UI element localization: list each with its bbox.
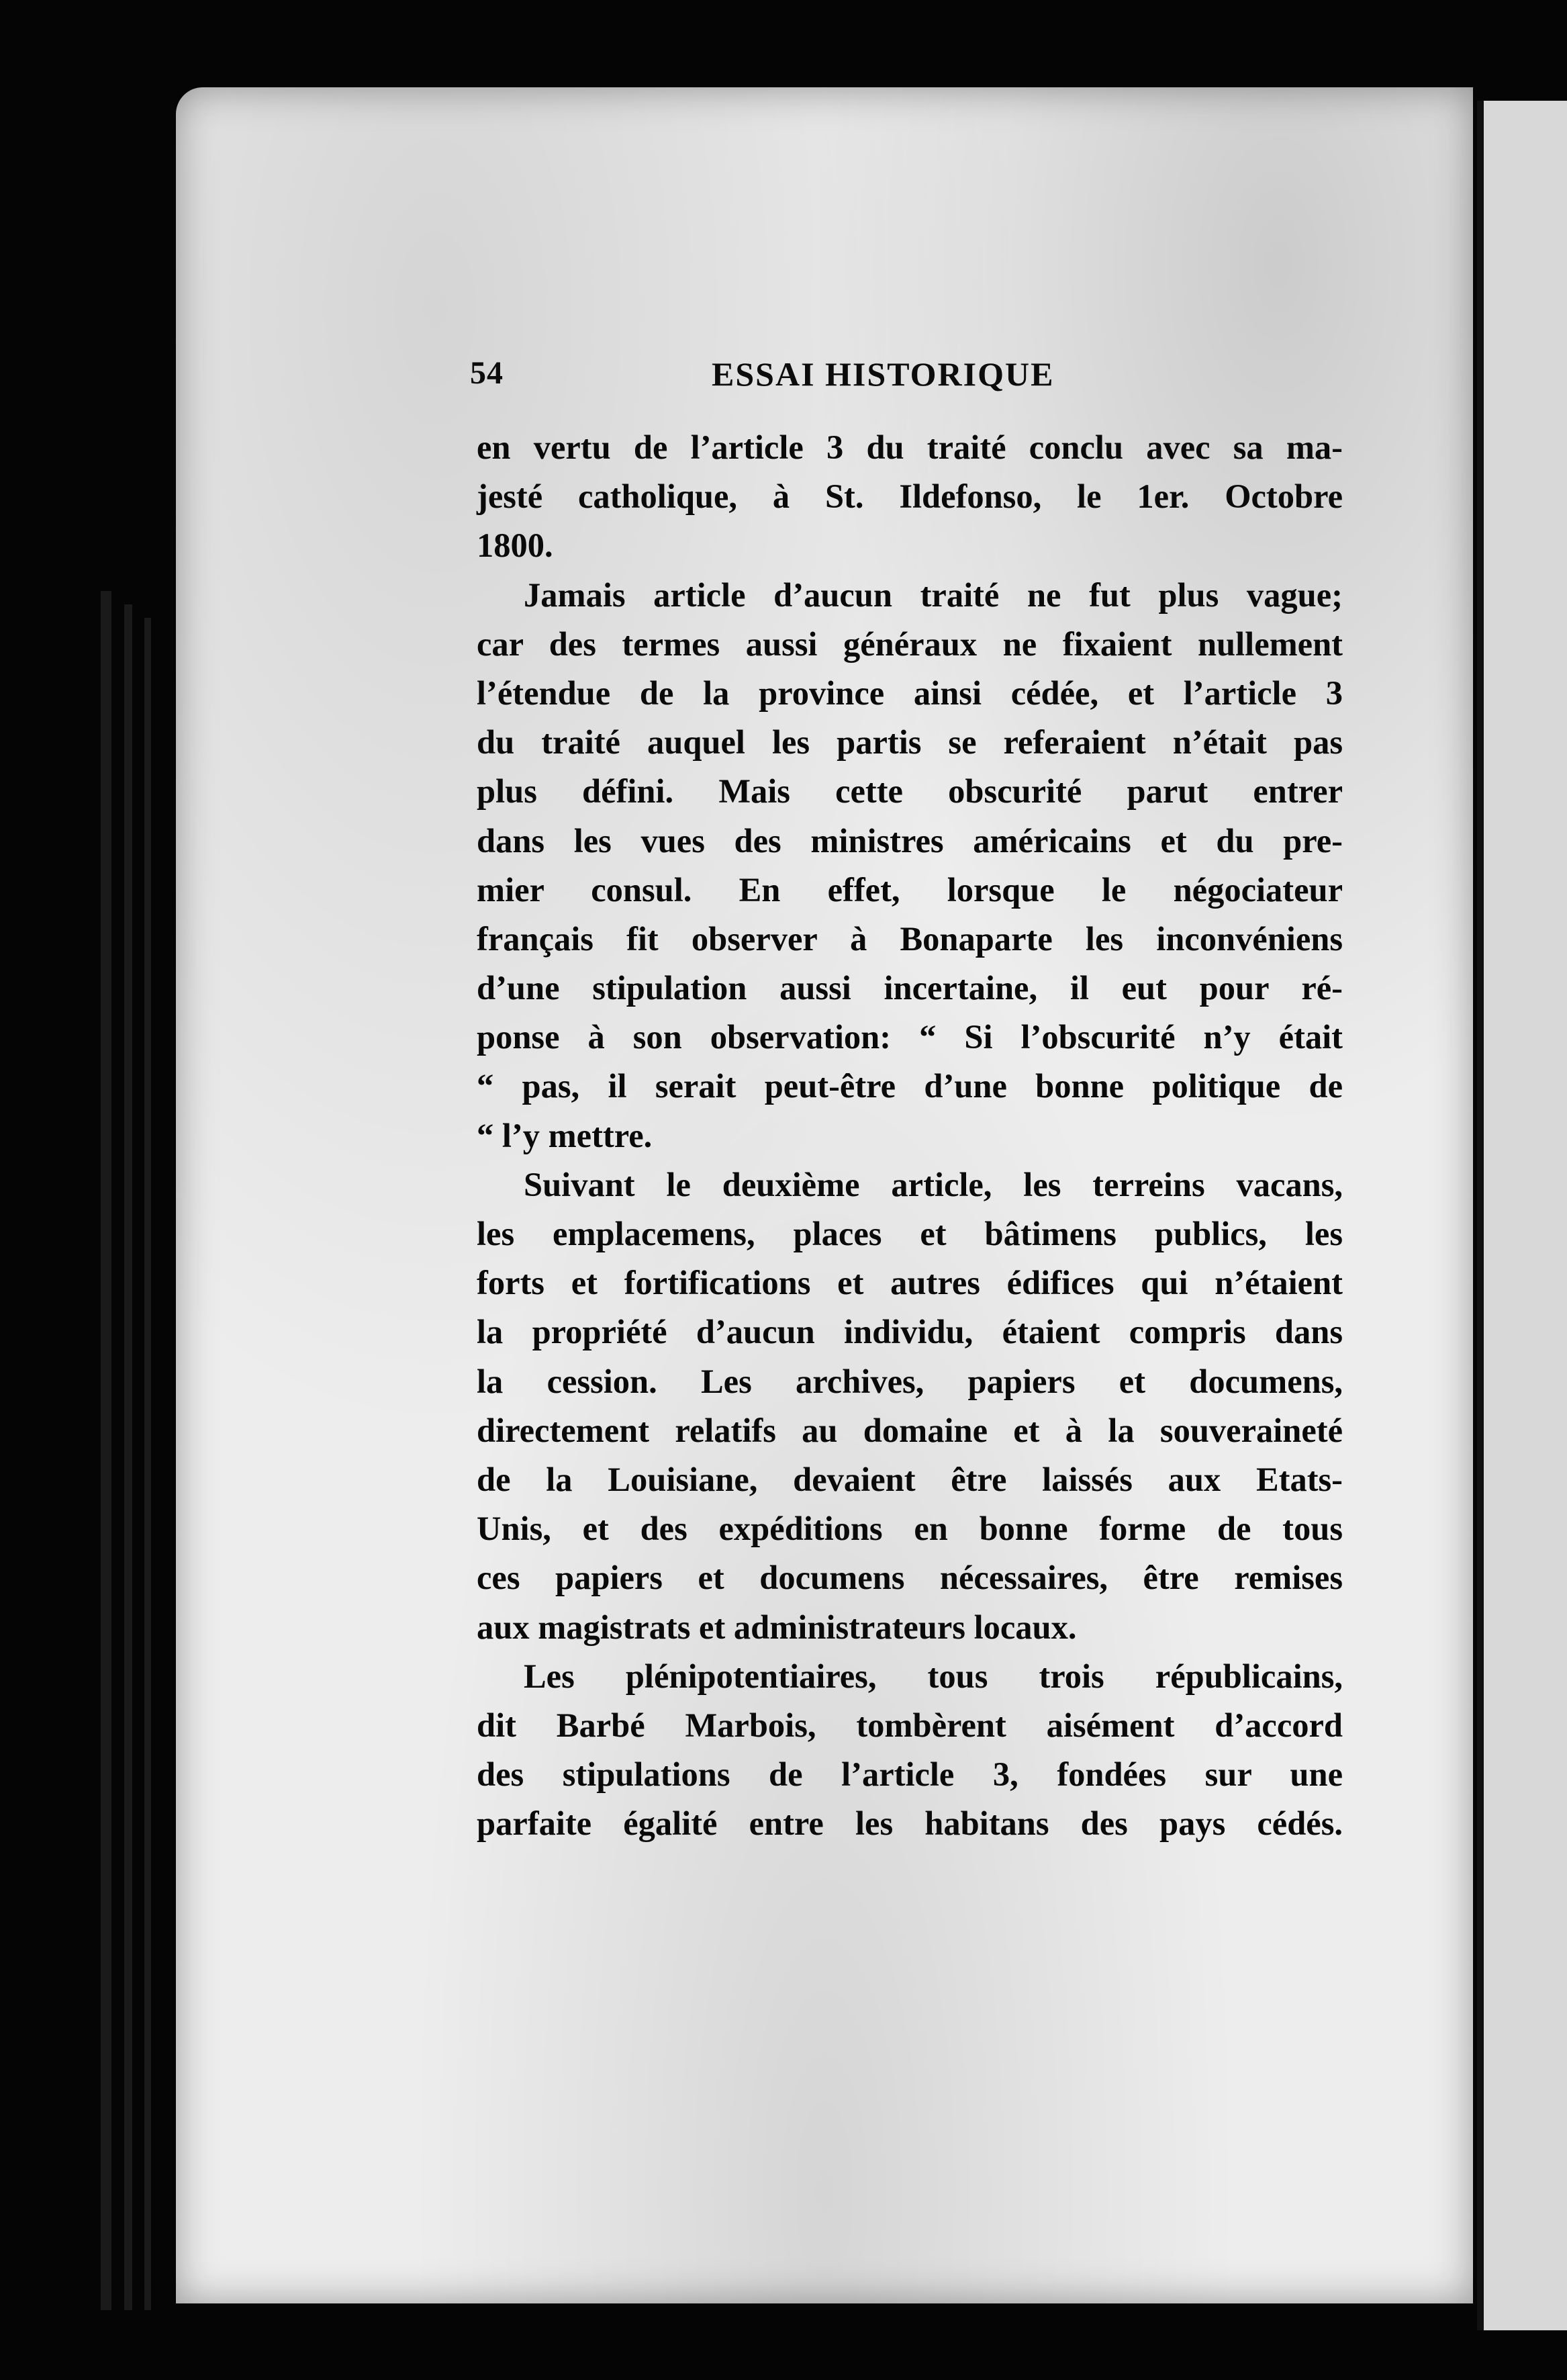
text-line: Les plénipotentiaires, tous trois républicains, <box>524 1657 1343 1695</box>
page-edge-strip <box>144 618 151 2310</box>
page-edge-strip <box>124 604 132 2310</box>
text-line: les emplacemens, places et bâtimens publics, les <box>477 1215 1343 1252</box>
text-line: dit Barbé Marbois, tombèrent aisément d’accord <box>477 1706 1343 1744</box>
text-line: forts et fortifications et autres édifices qui n’étaient <box>477 1264 1343 1302</box>
text-line: français fit observer à Bonaparte les inconvéniens <box>477 919 1343 958</box>
text-line: l’étendue de la province ainsi cédée, et l’article 3 <box>477 674 1343 712</box>
text-line: car des termes aussi généraux ne fixaient nullement <box>477 625 1343 663</box>
text-line: “ pas, il serait peut-être d’une bonne politique de <box>477 1067 1343 1105</box>
running-title: ESSAI HISTORIQUE <box>712 355 1055 393</box>
text-line: parfaite égalité entre les habitans des pays cédés. <box>477 1804 1343 1843</box>
text-line: jesté catholique, à St. Ildefonso, le 1er. Octobre <box>477 477 1343 516</box>
text-line: “ l’y mettre. <box>477 1116 653 1154</box>
text-line: de la Louisiane, devaient être laissés aux Etats- <box>477 1460 1343 1498</box>
text-line: mier consul. En effet, lorsque le négociateur <box>477 870 1343 909</box>
running-head <box>470 355 1423 395</box>
text-line: d’une stipulation aussi incertaine, il eut pour ré- <box>477 969 1343 1007</box>
text-line: en vertu de l’article 3 du traité conclu avec sa ma- <box>477 428 1343 466</box>
text-line: la propriété d’aucun individu, étaient compris dans <box>477 1313 1343 1351</box>
text-line: directement relatifs au domaine et à la souveraineté <box>477 1411 1343 1449</box>
text-line: Unis, et des expéditions en bonne forme de tous <box>477 1510 1343 1548</box>
text-line: 1800. <box>477 527 553 565</box>
facing-page-edge <box>1477 101 1567 2330</box>
text-line: Suivant le deuxième article, les terreins vacans, <box>524 1165 1343 1203</box>
text-line: plus défini. Mais cette obscurité parut entrer <box>477 772 1343 811</box>
text-line: la cession. Les archives, papiers et documens, <box>477 1362 1343 1400</box>
text-line: ponse à son observation: “ Si l’obscurité n’y était <box>477 1018 1343 1056</box>
text-line: du traité auquel les partis se referaient n’était pas <box>477 723 1343 762</box>
text-line: aux magistrats et administrateurs locaux. <box>477 1608 1077 1646</box>
text-line: Jamais article d’aucun traité ne fut plus vague; <box>524 576 1343 614</box>
page-number: 54 <box>470 355 504 391</box>
page-edge-strip <box>101 591 111 2310</box>
text-line: ces papiers et documens nécessaires, être remises <box>477 1559 1343 1597</box>
text-line: des stipulations de l’article 3, fondées sur une <box>477 1755 1343 1794</box>
text-line: dans les vues des ministres américains et du pre- <box>477 821 1343 860</box>
body-text <box>477 423 1343 1848</box>
